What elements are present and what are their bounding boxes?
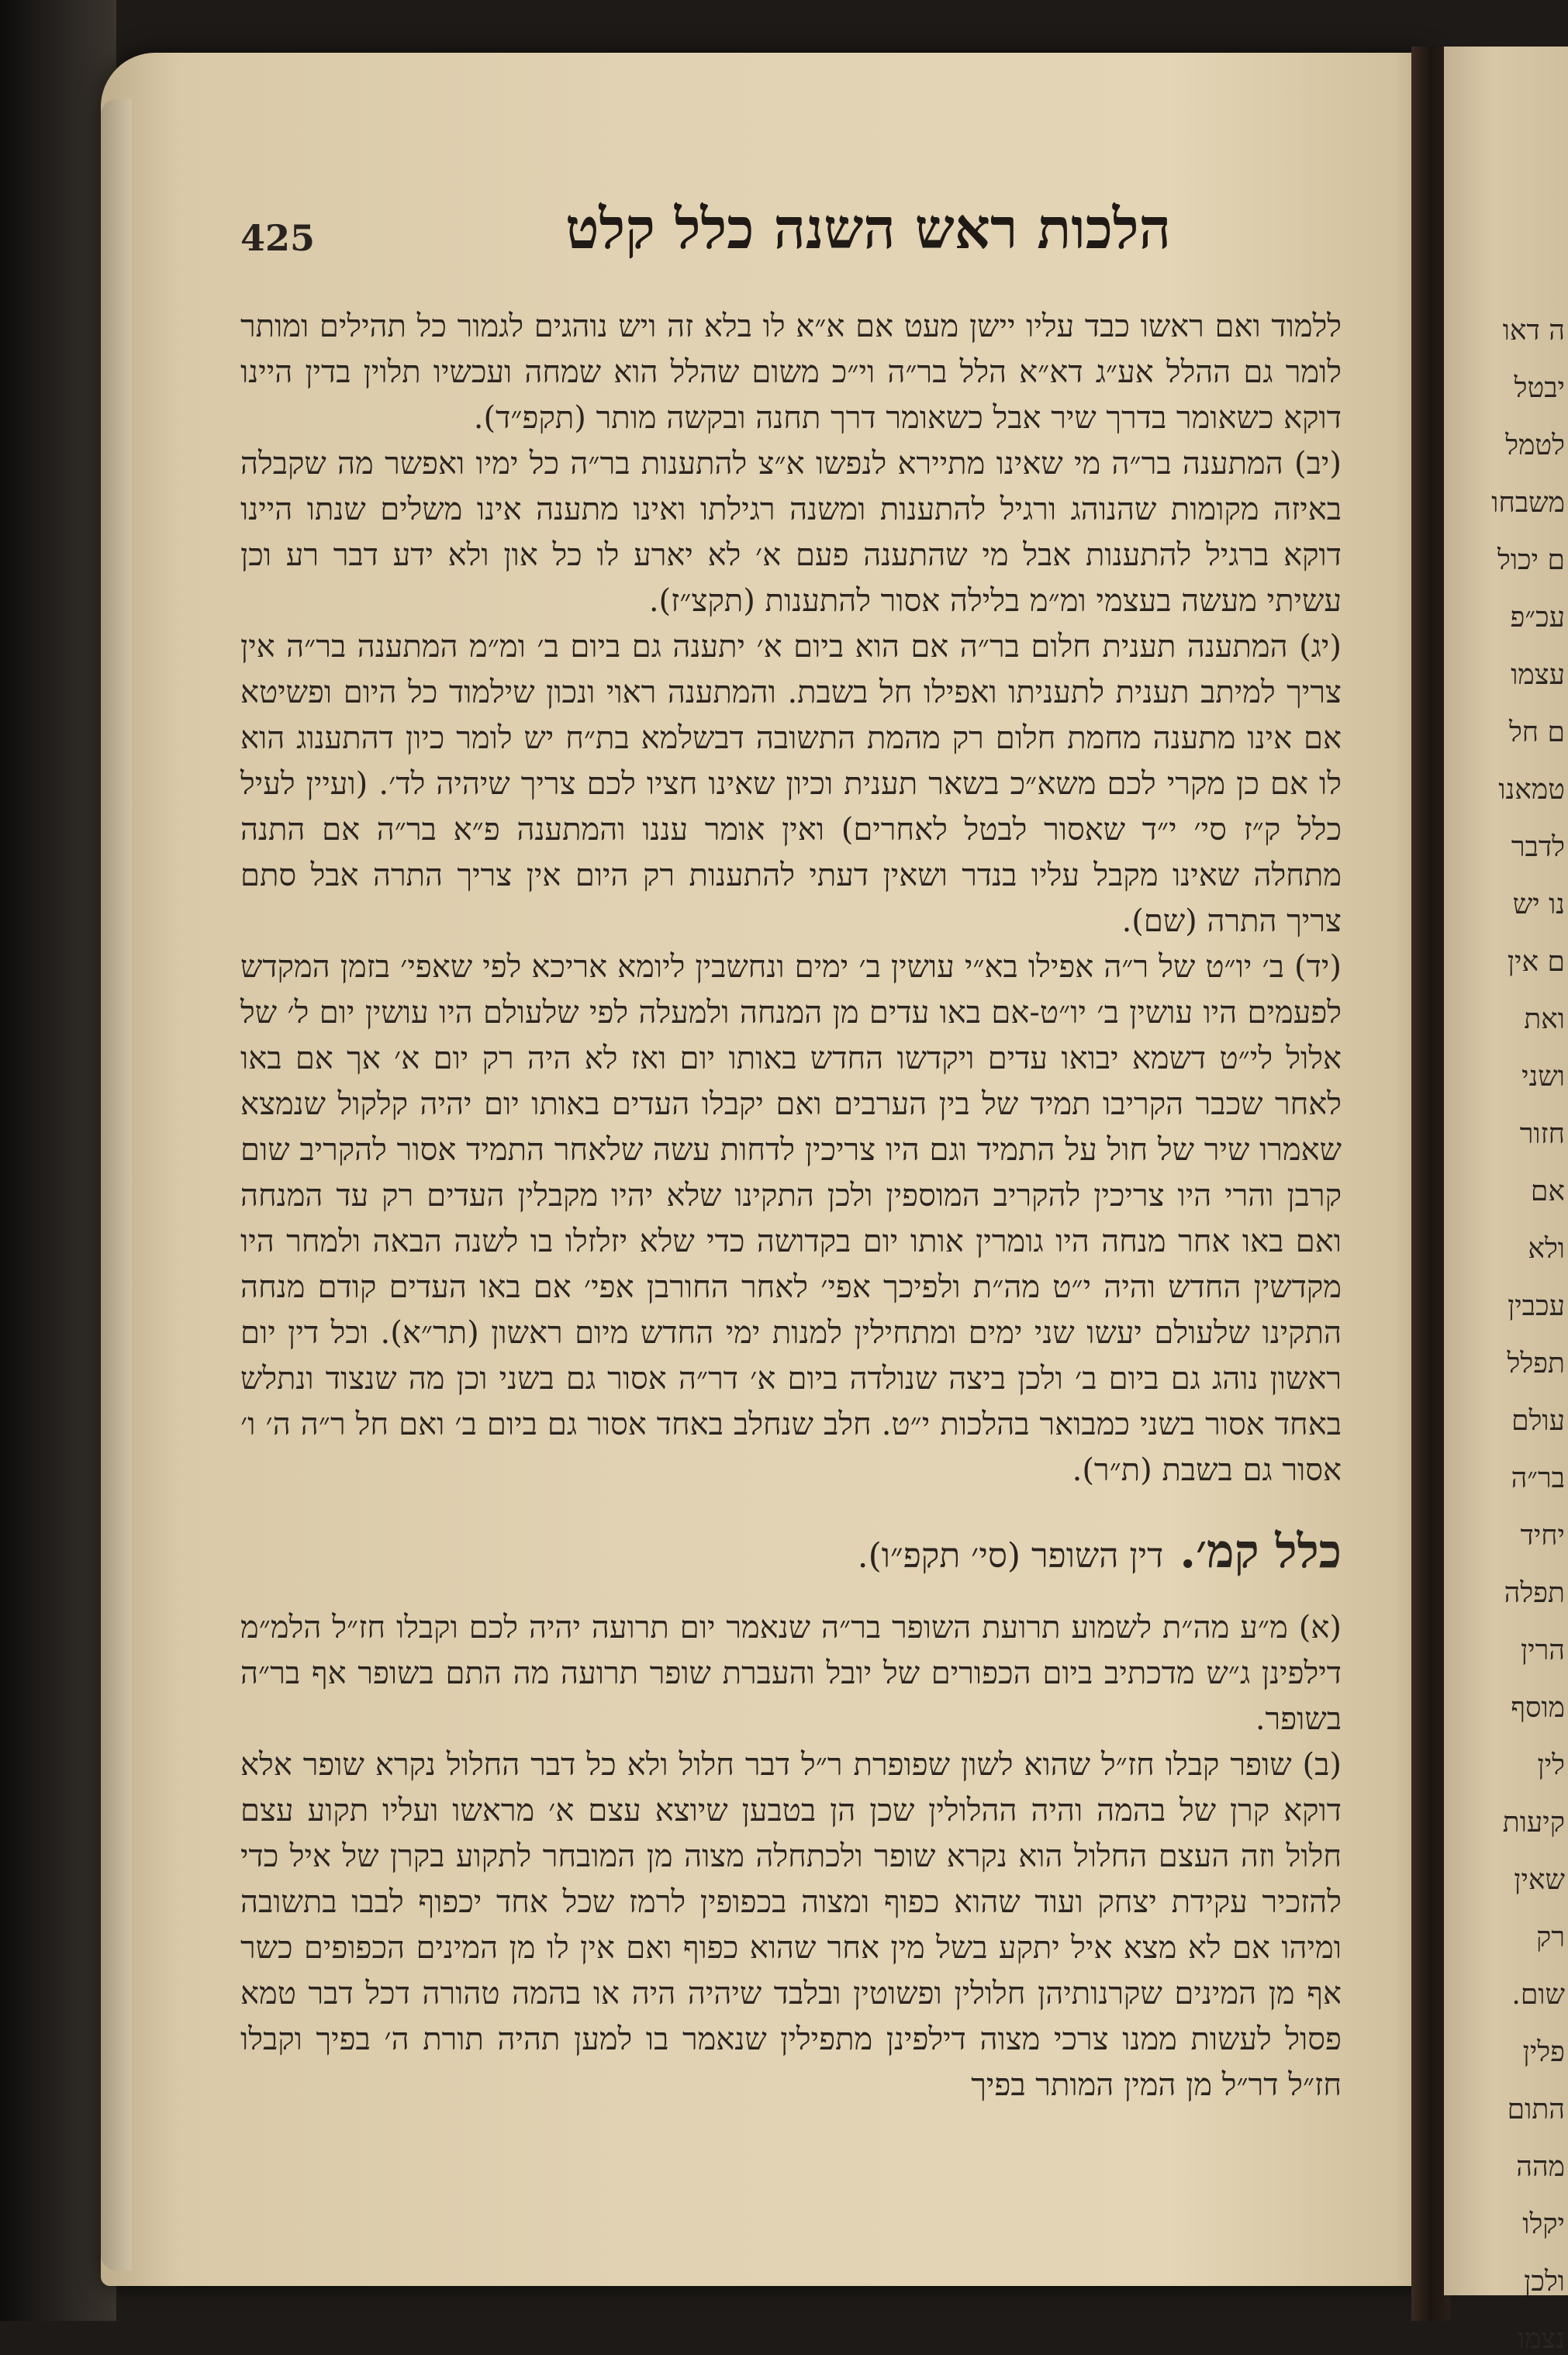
facing-page-line: משבחו [1491, 487, 1565, 519]
facing-page-fragment [1444, 47, 1568, 2355]
facing-page-line: ה דאו [1502, 315, 1565, 347]
facing-page-line: עכ״פ [1510, 602, 1565, 634]
facing-page-line: נו יש [1512, 889, 1565, 920]
paragraph: (יב) המתענה בר״ה מי שאינו מתיירא לנפשו א״צ להתענות בר״ה כל ימיו ואפשר מה שקבלה באיזה מקומות שהנוהג ורגיל להתענות ומשנה רגילתו ואינו מתענה אינו משלים שנתו היינו דוקא ברגיל להתענות אבל מי שהתענה פעם א׳ לא יארע לו כל און ולא ידע דבר רע וכן עשיתי מעשה בעצמי ומ״מ בלילה אסור להתענות (תקצ״ז). [240, 446, 1342, 619]
facing-page-line: ם יכול [1497, 544, 1565, 576]
page-edge [101, 99, 132, 2270]
facing-page-line: הרין [1520, 1635, 1565, 1666]
page-header [240, 186, 1171, 279]
facing-page-line: חזור [1519, 1118, 1565, 1150]
facing-page-line: ולכן [1524, 2266, 1565, 2298]
facing-page-line: תפלה [1504, 1577, 1565, 1609]
facing-page-line: יחיד [1520, 1520, 1565, 1552]
facing-page-line: עצמו [1511, 659, 1565, 691]
facing-page-line: ואת [1524, 1003, 1565, 1035]
book-cover-edge [0, 0, 116, 2321]
facing-page-line: יקלו [1522, 2208, 1565, 2240]
paragraph: (ב) שופר קבלו חז״ל שהוא לשון שפופרת ר״ל דבר חלול ולא כל דבר החלול נקרא שופר אלא דוקא קרן של בהמה והיה ההלולין שכן הן בטבען שיוצא עצם א׳ מראשו ועליו תקוע עצם חלול וזה העצם החלול הוא נקרא שופר ולכתחלה מצוה מן המובחר לתקוע בקרן של איל כדי להזכיר עקידת יצחק ועוד שהוא כפוף ומצוה בכפופין לרמז שכל אחד יכפוף לבבו בתשובה ומיהו אם לא מצא איל יתקע בשל מין אחר שהוא כפוף ואם אין לו מן המינים הכפופים כשר אף מן המינים שקרנותיהן חלולין ופשוטין ובלבד שיהיה היה או בהמה טהורה דכל דבר טמא פסול לעשות ממנו צרכי מצוה דילפינן מתפילין שנאמר בו למען תהיה תורת ה׳ בפיך וקבלו חז״ל דר״ל מן המין המותר בפיך [240, 1747, 1342, 2103]
chapter-heading [240, 1509, 1342, 1599]
paragraph: (א) מ״ע מה״ת לשמוע תרועת השופר בר״ה שנאמר יום תרועה יהיה לכם וקבלו חז״ל הלמ״מ דילפינן ג״ש מדכתיב ביום הכפורים של יובל והעברת שופר תרועה מה התם בשופר אף בר״ה בשופר. [240, 1610, 1342, 1737]
facing-page-line: מהה [1516, 2151, 1565, 2183]
paragraph: ללמוד ואם ראשו כבד עליו יישן מעט אם א״א לו בלא זה ויש נוהגים לגמור כל תהילים ומותר לומר גם ההלל אע״ג דא״א הלל בר״ה וי״כ משום שהלל הוא שמחה ועכשיו תלוין בדין היינו דוקא כשאומר בדרך שיר אבל כשאומר דרך תחנה ובקשה מותר (תקפ״ד). [240, 309, 1342, 436]
chapter-subtitle: דין השופר (סי׳ תקפ״ו). [857, 1536, 1164, 1576]
facing-page-line: מוסף [1511, 1692, 1565, 1724]
facing-page-line: יבטל [1514, 372, 1565, 404]
page-number: 425 [240, 217, 316, 259]
paragraph: (יד) ב׳ יו״ט של ר״ה אפילו בא״י עושין ב׳ ימים ונחשבין ליומא אריכא לפי שאפי׳ בזמן המקדש לפעמים היו עושין ב׳ יו״ט-אם באו עדים מן המנחה ולמעלה לפי שלעולם היו עושין יום ל׳ של אלול לי״ט דשמא יבואו עדים ויקדשו החדש באותו יום ואז לא היה רק יום א׳ אך אם באו לאחר שכבר הקריבו תמיד של בין הערבים ואם יקבלו העדים באותו יום יהיה קלקול שנמצא שאמרו שיר של חול על התמיד וגם היו צריכין לדחות עשה שלאחר התמיד אסור להקריב שום קרבן והרי היו צריכין להקריב המוספין ולכן התקינו שלא יהיו מקבלין העדים רק עד המנחה ואם באו אחר מנחה היו גומרין אותו יום בקדושה כדי שלא יזלזלו בו לשנה הבאה ולמחר היו מקדשין החדש והיה י״ט מה״ת ולפיכך אפי׳ לאחר החורבן אפי׳ אם באו העדים קודם מנחה התקינו שלעולם יעשו שני ימים ומתחילין למנות ימי החדש מיום ראשון (תר״א). וכל דין יום ראשון נוהג גם ביום ב׳ ולכן ביצה שנולדה ביום א׳ דר״ה אסור גם בשני וכן מה שנצוד ונתלש באחד אסור בשני כמבואר בהלכות י״ט. חלב שנחלב באחד אסור גם ביום ב׳ ואם חל ר״ה ה׳ ו׳ אסור גם בשבת (ת״ר). [240, 949, 1342, 1488]
facing-page-line: לטמל [1505, 430, 1565, 461]
body-text [240, 304, 1342, 2108]
facing-page-line: עולם [1511, 1405, 1565, 1437]
facing-page-line: ושני [1521, 1061, 1565, 1093]
chapter-title: כלל קמ׳. [1179, 1525, 1342, 1579]
facing-page-line: רק [1536, 1922, 1565, 1953]
facing-page-line: ם אין [1507, 946, 1565, 978]
facing-page-line: שאין [1514, 1864, 1565, 1896]
facing-page-line: עכבין [1508, 1290, 1565, 1322]
facing-page-line: התום [1507, 2094, 1565, 2125]
paragraph: (יג) המתענה תענית חלום בר״ה אם הוא ביום א׳ יתענה גם ביום ב׳ ומ״מ המתענה בר״ה אין צריך למיתב תענית לתעניתו ואפילו חל בשבת. והמתענה ראוי ונכון שילמוד כל היום ופשיטא אם אינו מתענה מחמת חלום רק מהמת התשובה דבשלמא בת״ח יש לומר כיון דהתענוג הוא לו אם כן מקרי לכם משא״כ בשאר תענית וכיון שאינו חציו לכם צריך שיהיה לד׳. (ועיין לעיל כלל ק״ז סי׳ י״ד שאסור לבטל לאחרים) ואין אומר עננו והמתענה פ״א בר״ה אם התנה מתחלה שאינו מקבל עליו בנדר ושאין דעתי להתענות רק היום אין צריך התרה אבל סתם צריך התרה (שם). [240, 629, 1342, 939]
facing-page-line: לדבר [1511, 831, 1565, 863]
facing-page-line: טמאנו [1498, 774, 1565, 806]
facing-page-line: לין [1537, 1749, 1565, 1781]
facing-page-line: פלין [1522, 2036, 1565, 2068]
facing-page-line: נצמו [1517, 2323, 1565, 2355]
facing-page-line: ם חל [1508, 717, 1565, 748]
running-title: הלכות ראש השנה כלל קלט [565, 195, 1171, 261]
facing-page-line: תפלל [1507, 1348, 1565, 1380]
facing-page-line: שום. [1511, 1979, 1565, 2011]
facing-page-line: קיעות [1502, 1807, 1565, 1839]
facing-page-line: אם [1530, 1176, 1565, 1207]
facing-page-line: בר״ה [1511, 1462, 1565, 1494]
facing-page-line: ולא [1528, 1233, 1565, 1265]
